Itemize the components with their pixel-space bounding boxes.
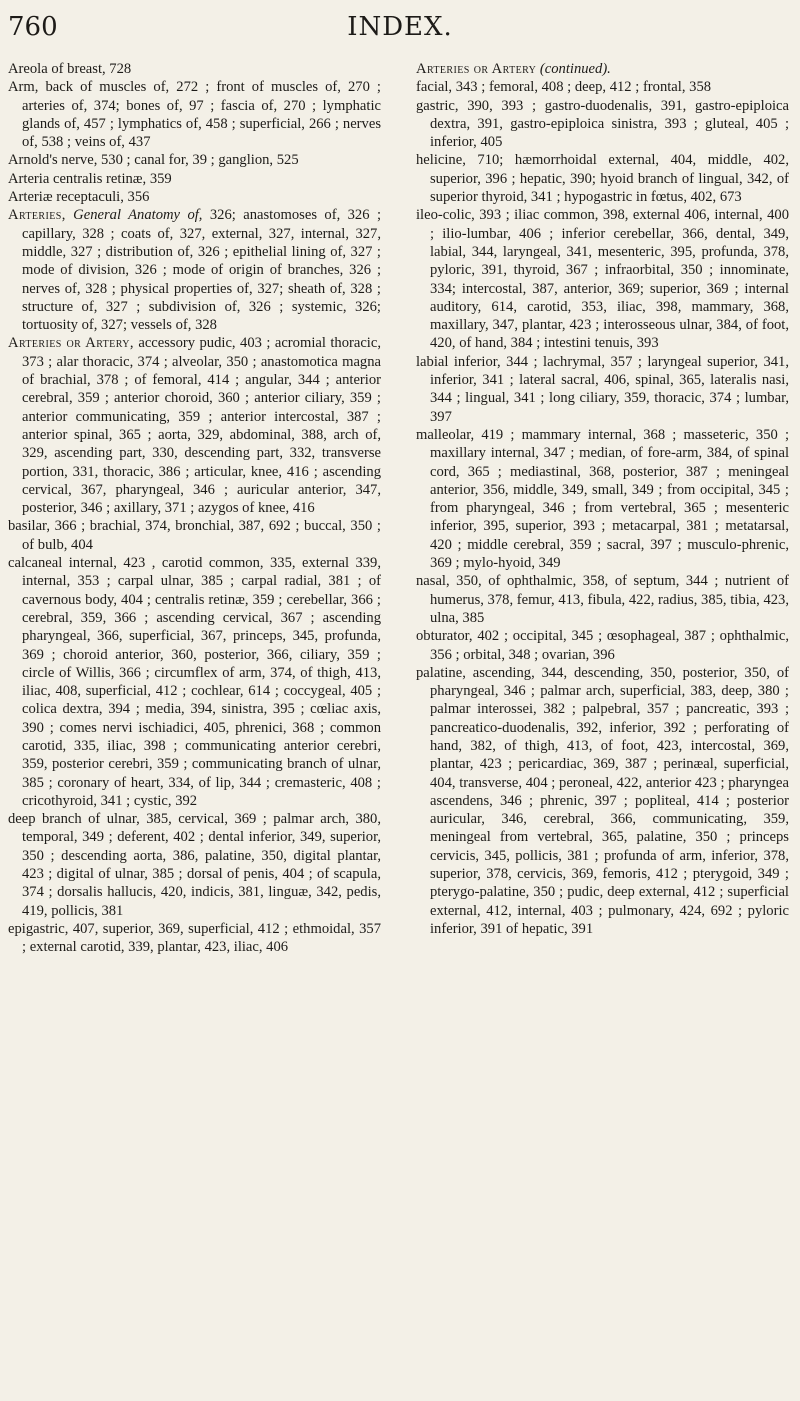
entry-text: malleolar, 419 ; mammary internal, 368 ; masseteric, 350 ; maxillary internal, 347 ; median, of fore-arm, 384, of spinal cord, 365 ; mediastinal, 368, posterior, 387 ; meningeal anterior, 356, middle, 349, small, 349 ; from occipital, 345 ; from pharyngeal, 346 ; from vertebral, 365 ; mesenteric inferior, 395, superior, 393 ; metacarpal, 381 ; metatarsal, 420 ; middle cerebral, 359 ; sacral, 397 ; musculo-phrenic, 369 ; mylo-hyoid, 349 xyxy=(416,426,789,572)
index-entry xyxy=(416,572,789,627)
entry-heading: Arteries or Artery, xyxy=(8,335,134,352)
entry-text: gastric, 390, 393 ; gastro-duodenalis, 391, gastro-epiploica dextra, 391, gastro-epiploica sinistra, 393 ; gluteal, 405 ; inferior, 405 xyxy=(416,97,789,151)
index-entry xyxy=(416,664,789,938)
entry-heading: Arteries or Artery xyxy=(416,61,537,77)
index-entry xyxy=(8,60,381,78)
entry-text: labial inferior, 344 ; lachrymal, 357 ; laryngeal superior, 341, inferior, 341 ; lateral sacral, 406, spinal, 365, lateralis nasi, 344 ; lingual, 341 ; long ciliary, 359, thoracic, 374 ; lumbar, 397 xyxy=(416,353,789,425)
index-entry xyxy=(8,151,381,169)
index-entry xyxy=(8,334,381,517)
entry-text: obturator, 402 ; occipital, 345 ; œsophageal, 387 ; ophthalmic, 356 ; orbital, 348 ; ovarian, 396 xyxy=(416,628,789,663)
entry-text: Arm, back of muscles of, 272 ; front of muscles of, 270 ; arteries of, 374; bones of, 97 ; fascia of, 270 ; lymphatic glands of, 457 ; lymphatics of, 458 ; superficial, 266 ; nerves of, 538 ; veins of, 437 xyxy=(8,79,381,151)
entry-text: accessory pudic, 403 ; acromial thoracic, 373 ; alar thoracic, 374 ; alveolar, 350 ; anastomotica magna of brachial, 378 ; of femoral, 414 ; angular, 344 ; anterior cerebral, 359 ; anterior choroid, 360 ; anterior ciliary, 359 ; anterior communicating, 359 ; anterior intercostal, 387 ; anterior spinal, 365 ; aorta, 329, abdominal, 388, arch of, 329, ascending part, 330, descending part, 332, transverse portion, 331, thoracic, 386 ; articular, knee, 416 ; ascending cervical, 367, pharyngeal, 346 ; auricular anterior, 347, posterior, 346 ; axillary, 371 ; azygos of knee, 416 xyxy=(22,335,381,517)
entry-text: 326; anastomoses of, 326 ; capillary, 328 ; coats of, 327, external, 327, internal, 327, middle, 327 ; distribution of, 326 ; epithelial lining of, 327 ; mode of division, 326 ; mode of origin of branches, 326 ; nerves of, 328 ; physical properties of, 327; sheath of, 328 ; structure of, 327 ; subdivision of, 326 ; systemic, 326; tortuosity of, 327; vessels of, 328 xyxy=(22,207,382,334)
index-entry xyxy=(8,170,381,188)
index-entry xyxy=(416,627,789,664)
index-column-right xyxy=(416,60,789,938)
index-entry xyxy=(416,151,789,206)
entry-text: epigastric, 407, superior, 369, superficial, 412 ; ethmoidal, 357 ; external carotid, 339, plantar, 423, iliac, 406 xyxy=(8,920,381,956)
index-entry xyxy=(416,426,789,572)
index-entry xyxy=(416,78,789,96)
entry-text: Arnold's nerve, 530 ; canal for, 39 ; ganglion, 525 xyxy=(8,152,299,169)
entry-text: Arteriæ receptaculi, 356 xyxy=(8,189,150,206)
index-entry xyxy=(8,554,381,810)
entry-subheading: (continued). xyxy=(539,61,611,77)
entry-text: deep branch of ulnar, 385, cervical, 369 ; palmar arch, 380, temporal, 349 ; deferent, 402 ; dental inferior, 349, superior, 350 ; descending aorta, 386, palatine, 350, digital plantar, 423 ; digital of ulnar, 385 ; dorsal of penis, 404 ; of scapula, 374 ; dorsalis hallucis, 420, indicis, 381, linguæ, 342, pedis, 419, pollicis, 381 xyxy=(8,811,381,919)
page-header xyxy=(0,8,800,48)
index-entry xyxy=(8,206,381,334)
index-entry xyxy=(416,60,789,78)
entry-text: Areola of breast, 728 xyxy=(8,61,132,77)
entry-text: helicine, 710; hæmorrhoidal external, 404, middle, 402, superior, 396 ; hepatic, 390; hyoid branch of lingual, 342, of superior thyroid, 341 ; hypogastric in fœtus, 402, 673 xyxy=(416,152,789,206)
page-title: INDEX. xyxy=(347,12,453,42)
entry-text: calcaneal internal, 423 , carotid common, 335, external 339, internal, 353 ; carpal ulnar, 385 ; carpal radial, 381 ; of cavernous body, 404 ; centralis retinæ, 359 ; cerebellar, 366 ; cerebral, 359, 366 ; ascending cervical, 367 ; ascending pharyngeal, 366, superficial, 367, princeps, 345, profunda, 369 ; choroid anterior, 360, posterior, 366, ciliary, 359 ; circle of Willis, 366 ; circumflex of arm, 374, of thigh, 413, iliac, 408, superficial, 412 ; cochlear, 614 ; coccygeal, 405 ; colica dextra, 394 ; media, 394, sinistra, 395 ; cœliac axis, 390 ; comes nervi ischiadici, 405, phrenici, 368 ; common carotid, 335, iliac, 398 ; communicating anterior cerebri, 359, posterior cerebri, 359 ; communicating branch of ulnar, 385 ; coronary of heart, 334, of lip, 344 ; cremasteric, 408 ; cricothyroid, 341 ; cystic, 392 xyxy=(8,555,381,809)
index-entry xyxy=(8,810,381,920)
entry-text: Arteria centralis retinæ, 359 xyxy=(8,170,172,187)
index-column-left xyxy=(8,60,381,957)
entry-text: facial, 343 ; femoral, 408 ; deep, 412 ; frontal, 358 xyxy=(416,79,712,96)
entry-text: nasal, 350, of ophthalmic, 358, of septum, 344 ; nutrient of humerus, 378, femur, 413, fibula, 422, radius, 385, tibia, 423, ulna, 385 xyxy=(416,573,789,626)
index-entry xyxy=(416,353,789,426)
index-entry xyxy=(8,920,381,957)
index-entry xyxy=(8,78,381,151)
entry-text: basilar, 366 ; brachial, 374, bronchial, 387, 692 ; buccal, 350 ; of bulb, 404 xyxy=(8,518,381,553)
index-entry xyxy=(8,517,381,554)
entry-text: ileo-colic, 393 ; iliac common, 398, external 406, internal, 400 ; ilio-lumbar, 406 ; inferior cerebellar, 366, dental, 349, labial, 344, laryngeal, 341, mesenteric, 395, profunda, 378, pyloric, 391, thyroid, 367 ; infraorbital, 350 ; innominate, 334; intercostal, 387, anterior, 369; superior, 369 ; internal auditory, 614, carotid, 353, iliac, 398, mammary, 368, maxillary, 347, plantar, 423 ; interosseous ulnar, 384, of foot, 420, of hand, 384 ; intestini tenuis, 393 xyxy=(416,207,789,352)
index-entry xyxy=(416,206,789,352)
index-entry xyxy=(416,97,789,152)
entry-text: palatine, ascending, 344, descending, 350, posterior, 350, of pharyngeal, 346 ; palmar arch, superficial, 383, deep, 380 ; palmar interossei, 382 ; palpebral, 357 ; pancreatic, 393 ; pancreatico-duodenalis, 392, inferior, 392 ; perforating of hand, 382, of thigh, 413, of foot, 423, intercostal, 369, plantar, 423 ; pericardiac, 369, 387 ; perinæal, superficial, 404, transverse, 404 ; peroneal, 422, anterior 423 ; pharyngea ascendens, 346 ; phrenic, 397 ; popliteal, 414 ; posterior auricular, 346, cerebral, 366, communicating, 359, meningeal from vertebral, 365, palatine, 350 ; princeps cervicis, 345, pollicis, 381 ; profunda of arm, inferior, 378, superior, 378, cervicis, 369, femoris, 412 ; pterygoid, 349 ; pterygo-palatine, 350 ; pudic, deep external, 412 ; superficial external, 412, internal, 403 ; pulmonary, 424, 692 ; pyloric inferior, 391 of hepatic, 391 xyxy=(416,664,789,937)
entry-subheading: General Anatomy of, xyxy=(73,207,203,224)
index-entry xyxy=(8,188,381,206)
page-number: 760 xyxy=(8,12,58,42)
entry-heading: Arteries, xyxy=(8,207,66,224)
